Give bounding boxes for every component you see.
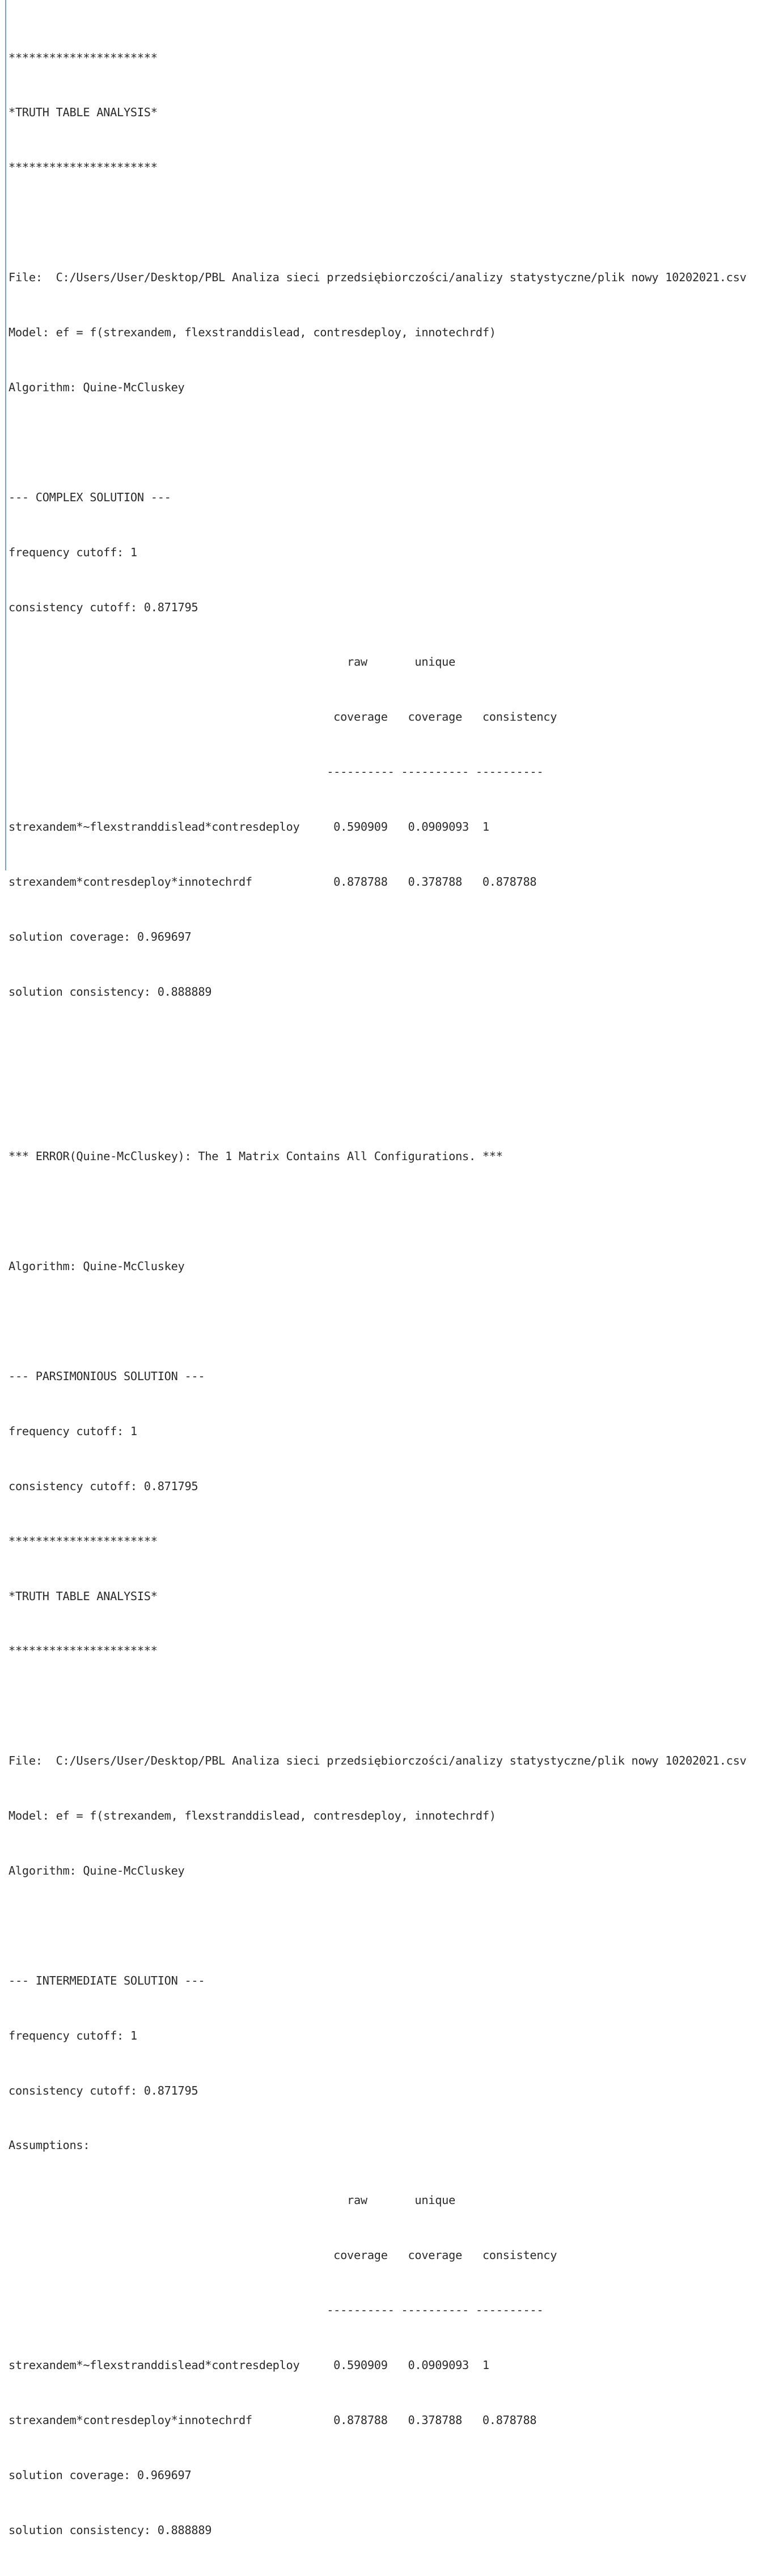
output-line: consistency cutoff: 0.871795 bbox=[9, 600, 198, 614]
output-line: strexandem*contresdeploy*innotechrdf 0.878788 0.378788 0.878788 bbox=[9, 2413, 537, 2427]
output-line: strexandem*~flexstranddislead*contresdeploy 0.590909 0.0909093 1 bbox=[9, 2358, 489, 2372]
output-line: strexandem*contresdeploy*innotechrdf 0.878788 0.378788 0.878788 bbox=[9, 874, 537, 889]
output-line: --- INTERMEDIATE SOLUTION --- bbox=[9, 1973, 205, 1987]
output-line: Model: ef = f(strexandem, flexstranddislead, contresdeploy, innotechrdf) bbox=[9, 1809, 496, 1823]
analysis-output-text bbox=[9, 12, 747, 2576]
output-line: Algorithm: Quine-McCluskey bbox=[9, 1259, 185, 1274]
output-line: solution coverage: 0.969697 bbox=[9, 929, 192, 944]
output-line: frequency cutoff: 1 bbox=[9, 2028, 137, 2042]
output-line bbox=[9, 1202, 747, 1220]
output-line bbox=[9, 1917, 747, 1935]
output-line: coverage coverage consistency bbox=[9, 2248, 557, 2262]
output-line: ********************** bbox=[9, 1534, 158, 1548]
output-line: frequency cutoff: 1 bbox=[9, 545, 137, 559]
output-line: raw unique bbox=[9, 655, 456, 669]
output-line: *TRUTH TABLE ANALYSIS* bbox=[9, 1589, 158, 1603]
output-line: Algorithm: Quine-McCluskey bbox=[9, 380, 185, 394]
output-line: ---------- ---------- ---------- bbox=[9, 765, 544, 779]
output-line: ********************** bbox=[9, 50, 158, 65]
output-line: --- PARSIMONIOUS SOLUTION --- bbox=[9, 1369, 205, 1383]
output-line: *** ERROR(Quine-McCluskey): The 1 Matrix Contains All Configurations. *** bbox=[9, 1149, 503, 1164]
output-line bbox=[9, 1093, 747, 1111]
output-line: ********************** bbox=[9, 160, 158, 175]
output-line: coverage coverage consistency bbox=[9, 710, 557, 724]
output-line bbox=[9, 433, 747, 451]
output-line: solution coverage: 0.969697 bbox=[9, 2468, 192, 2482]
output-line: Assumptions: bbox=[9, 2138, 90, 2152]
output-line: Algorithm: Quine-McCluskey bbox=[9, 1863, 185, 1877]
output-line: File: C:/Users/User/Desktop/PBL Analiza sieci przedsiębiorczości/analizy statystyczne/plik nowy 10202021.csv bbox=[9, 270, 747, 285]
pane-left-border bbox=[5, 0, 6, 870]
output-line bbox=[9, 1312, 747, 1330]
output-line: ********************** bbox=[9, 1644, 158, 1658]
output-line: --- COMPLEX SOLUTION --- bbox=[9, 490, 171, 504]
output-line: ---------- ---------- ---------- bbox=[9, 2303, 544, 2317]
output-line: raw unique bbox=[9, 2193, 456, 2207]
output-line bbox=[9, 213, 747, 231]
output-line: strexandem*~flexstranddislead*contresdeploy 0.590909 0.0909093 1 bbox=[9, 820, 489, 834]
output-line bbox=[9, 1697, 747, 1715]
output-line: Model: ef = f(strexandem, flexstranddislead, contresdeploy, innotechrdf) bbox=[9, 325, 496, 340]
output-line: solution consistency: 0.888889 bbox=[9, 984, 212, 999]
output-line: frequency cutoff: 1 bbox=[9, 1424, 137, 1438]
output-line: File: C:/Users/User/Desktop/PBL Analiza sieci przedsiębiorczości/analizy statystyczne/plik nowy 10202021.csv bbox=[9, 1754, 747, 1768]
output-line bbox=[9, 1038, 747, 1056]
output-line: consistency cutoff: 0.871795 bbox=[9, 1479, 198, 1493]
output-line: solution consistency: 0.888889 bbox=[9, 2523, 212, 2537]
output-line: *TRUTH TABLE ANALYSIS* bbox=[9, 105, 158, 120]
output-line: consistency cutoff: 0.871795 bbox=[9, 2083, 198, 2097]
